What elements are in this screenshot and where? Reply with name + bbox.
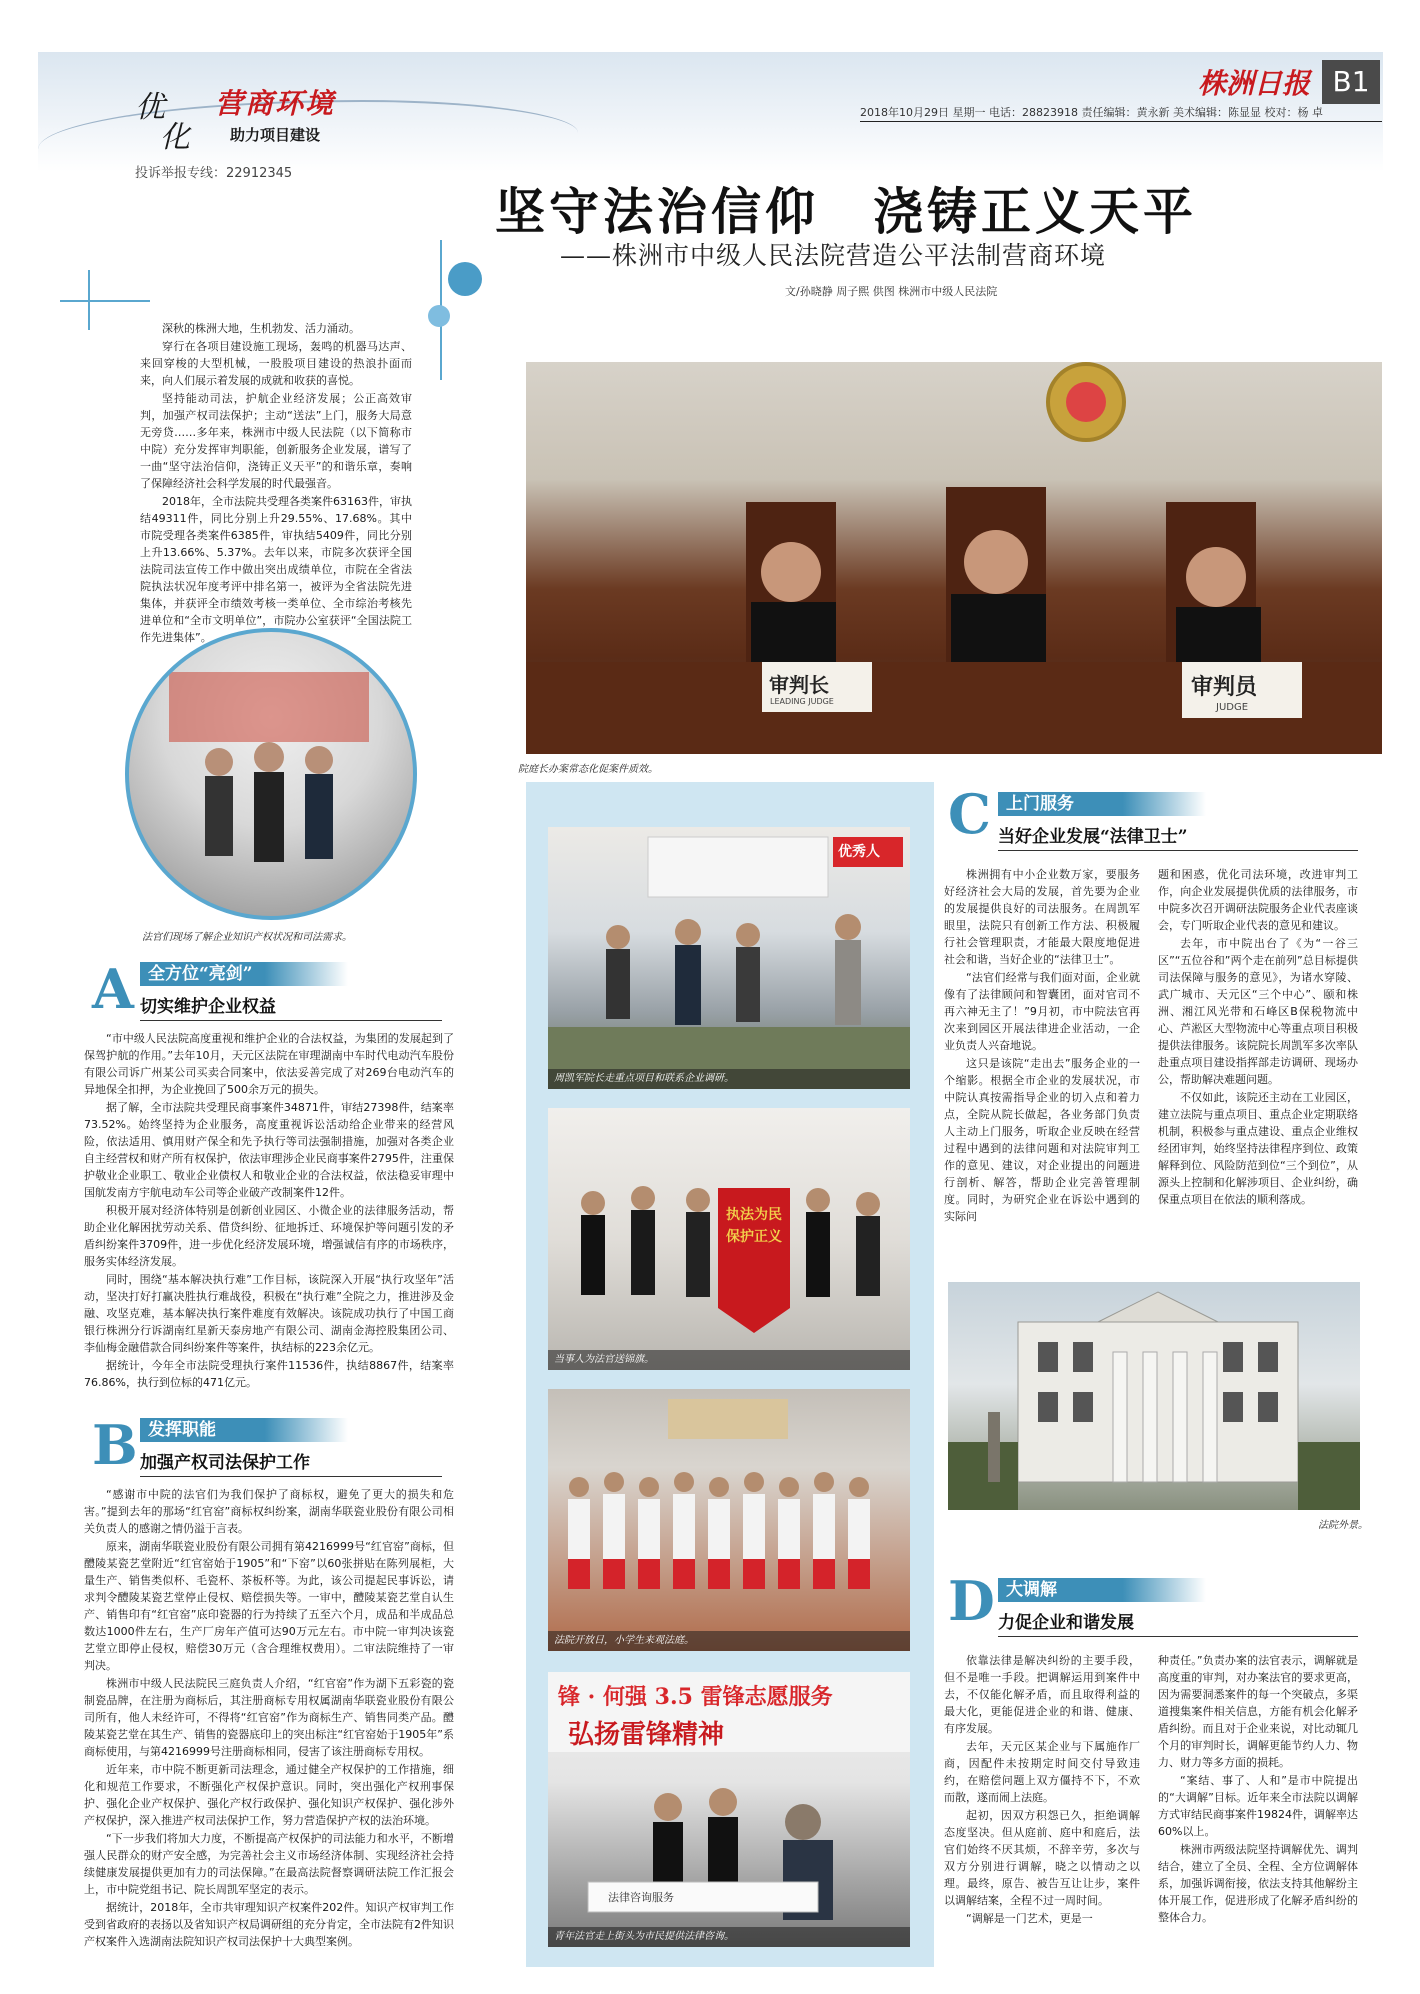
section-d-col1	[944, 1652, 1140, 1928]
column-subtitle: 助力项目建设	[230, 126, 321, 144]
section-d-paragraph: “调解是一门艺术，更是一	[966, 1912, 1093, 1925]
section-b-title: 发挥职能	[140, 1418, 348, 1442]
intro-paragraph: 坚持能动司法，护航企业经济发展；公正高效审判，加强产权司法保护；主动“送法”上门，服务大局意无旁贷……多年来，株洲市中级人民法院（以下简称市中院）充分发挥审判职能，创新服务企业发展，谱写了一曲“坚守法治信仰，浇铸正义天平”的和谐乐章，奏响了保障经济社会科学发展的时代最强音。	[140, 392, 412, 490]
section-d-paragraph: 种责任。”负责办案的法官表示，调解就是高度重的审判，对办案法官的要求更高，因为需要洞悉案件的每一个突破点，多渠道搜集案件相关信息，方能有机会化解矛盾纠纷。而且对于企业来说，对比动辄几个月的审判时长，调解更能节约人力、物力、财力等多方面的损耗。	[1158, 1654, 1358, 1769]
dateline: 2018年10月29日 星期一 电话：28823918 责任编辑：黄永新 美术编辑：陈显显 校对：杨 卓	[860, 106, 1323, 119]
section-b-text	[84, 1486, 454, 1951]
legal-consult-caption: 青年法官走上街头为市民提供法律咨询。	[548, 1927, 910, 1947]
section-d-paragraph: “案结、事了、人和”是市中院提出的“大调解”目标。近年来全市法院以调解方式审结民商事案件19824件，调解率达60%以上。	[1158, 1774, 1358, 1838]
column-main-title: 营商环境	[215, 87, 336, 120]
section-c-letter: C	[948, 782, 991, 846]
dateline-rule	[860, 121, 1382, 122]
section-c-col1	[944, 866, 1140, 1226]
subheadline: ——株洲市中级人民法院营造公平法制营商环境	[560, 241, 1107, 270]
circle-photo	[125, 628, 417, 920]
section-a-letter: A	[92, 957, 134, 1021]
decorative-circle	[448, 262, 482, 296]
section-a-paragraph: 积极开展对经济体特别是创新创业园区、小微企业的法律服务活动，帮助企业化解困扰劳动关系、借贷纠纷、征地拆迁、环境保护等问题引发的矛盾纠纷案件3709件，进一步优化经济发展环境，增强诚信有序的市场秩序，服务实体经济发展。	[84, 1204, 454, 1268]
section-b-paragraph: 原来，湖南华联瓷业股份有限公司拥有第4216999号“红官窑”商标，但醴陵某瓷艺堂附近“红官窑始于1905”和“下窑”以60张拼贴在陈列展柜，大量生产、销售类似杯、毛瓷杯、茶板杯等。为此，该公司提起民事诉讼，请求判令醴陵某瓷艺堂停止侵权、赔偿损失等。一审中，醴陵某瓷艺堂自认生产、销售印有“红官窑”底印瓷器的行为持续了五至六个月，成品和半成品总数达1000件左右，生产厂房年产值可达90万元左右。市中院一审判决该瓷艺堂立即停止侵权，赔偿30万元（含合理维权费用）。二审法院维持了一审判决。	[84, 1540, 454, 1672]
section-b-rule	[140, 1476, 442, 1477]
open-day-caption: 法院开放日，小学生来观法庭。	[548, 1631, 910, 1651]
tent-sign-text: 法律咨询服务	[608, 1891, 674, 1904]
section-d-title: 大调解	[998, 1578, 1206, 1602]
section-c-paragraph: 株洲拥有中小企业数万家，要服务好经济社会大局的发展，首先要为企业的发展提供良好的司法服务。在周凯军眼里，法院只有创新工作方法、积极履行社会管理职责，才能最大限度地促进社会和谐，当好企业的“法律卫士”。	[944, 868, 1140, 966]
section-c-paragraph: “法官们经常与我们面对面，企业就像有了法律顾问和智囊团，面对官司不再六神无主了！”9月初，市中院法官再次来到园区开展法律进企业活动，一企业负责人兴奋地说。	[944, 971, 1140, 1052]
section-c-col2	[1158, 866, 1358, 1209]
sign-presiding-judge: 审判长	[769, 673, 829, 697]
section-c-paragraph: 这只是该院“走出去”服务企业的一个缩影。根据全市企业的发展状况，市中院认真按需指导企业的切入点和着力点，全院从院长做起，各业务部门负责人主动上门服务，听取企业反映在经营过程中遇到的法律问题和对法院审判工作的意见、建议，对企业提出的问题进行剖析、解答，帮助企业完善管理制度。同时，为研究企业在诉讼中遇到的实际问	[944, 1057, 1140, 1223]
sign-judge: 审判员	[1191, 674, 1258, 700]
open-day-illustration	[548, 1389, 910, 1651]
section-d-col2	[1158, 1652, 1358, 1927]
newspaper-logo: 株洲日报	[1198, 67, 1311, 100]
section-b-paragraph: 株洲市中级人民法院民三庭负责人介绍，“红官窑”作为湖下五彩瓷的瓷制瓷品牌，在注册为商标后，其注册商标专用权属湖南华联瓷业股份有限公司所有，他人未经许可，不得将“红官窑”作为商标生产、销售同类产品。醴陵某瓷艺堂在其生产、销售的瓷器底印上的突出标注“红官窑始于1905年”系商标使用，与第4216999号注册商标相同，侵害了该注册商标专用权。	[84, 1677, 454, 1758]
section-b-letter: B	[92, 1413, 138, 1477]
byline: 文/孙晓静 周子熙 供图 株洲市中级人民法院	[785, 285, 998, 298]
section-d-paragraph: 株洲市两级法院坚持调解优先、调判结合，建立了全员、全程、全方位调解体系，加强诉调衔接，依法支持其他解纷主体开展工作，促进形成了化解矛盾纠纷的整体合力。	[1158, 1843, 1358, 1924]
sign-presiding-judge-en: LEADING JUDGE	[770, 697, 834, 706]
section-c-title: 上门服务	[998, 792, 1206, 816]
section-d-subtitle: 力促企业和谐发展	[998, 1613, 1134, 1633]
section-a-paragraph: 据统计，今年全市法院受理执行案件11536件，执结8867件，结案率76.86%，执行到位标的471亿元。	[84, 1359, 454, 1389]
banner-gift-caption: 当事人为法官送锦旗。	[548, 1350, 910, 1370]
section-b-paragraph: 据统计，2018年，全市共审理知识产权案件202件。知识产权审判工作受到省政府的表扬以及省知识产权局调研组的充分肯定，全市法院有2件知识产权案件入选湖南法院知识产权司法保护十大典型案例。	[84, 1901, 454, 1948]
section-c-paragraph: 不仅如此，该院还主动在工业园区，建立法院与重点项目、重点企业定期联络机制，积极参与重点建设、重点企业维权经团审判，始终坚持法律程序到位、政策解释到位、风险防范到位“三个到位”，从源头上控制和化解涉项目、企业纠纷，确保重点项目在依法的顺利落成。	[1158, 1091, 1358, 1206]
section-b-paragraph: “下一步我们将加大力度，不断提高产权保护的司法能力和水平，不断增强人民群众的财产安全感，为完善社会主义市场经济体制、实现经济社会持续健康发展提供更加有力的司法保障。”在最高法院督察调研法院工作汇报会上，市中院党组书记、院长周凯军坚定的表示。	[84, 1832, 454, 1896]
headline: 坚守法治信仰 浇铸正义天平	[495, 182, 1197, 241]
intro-paragraph: 2018年，全市法院共受理各类案件63163件，审执结49311件，同比分别上升29.55%、17.68%。其中市院受理各类案件6385件，审执结5409件，同比分别上升13.66%、5.37%。去年以来，市院多次获评全国法院司法宣传工作中做出突出成绩单位，市院在全省法院执法状况年度考评中排名第一，被评为全省法院先进集体，并获评全市绩效考核一类单位、全市综治考核先进单位和“全市文明单位”，市院办公室获评“全国法院工作先进集体”。	[140, 495, 412, 644]
main-photo-caption: 院庭长办案常态化促案件质效。	[518, 764, 658, 775]
section-c-paragraph: 去年，市中院出台了《为“一谷三区”“五位谷和”两个走在前列”总目标提供司法保障与服务的意见》，为诸水穿陵、武广城市、天元区“三个中心”、颐和株洲、湘江风光带和石峰区B保税物流中心、芦淞区大型物流中心等重点项目积极提供法律服务。该院院长周凯军多次率队赴重点项目建设指挥部走访调研、现场办公，帮助解决难题问题。	[1158, 937, 1358, 1086]
intro-paragraph: 深秋的株洲大地，生机勃发、活力涌动。	[162, 322, 360, 335]
decorative-circle	[428, 305, 450, 327]
photo-open-day	[548, 1389, 910, 1651]
building-photo-caption: 法院外景。	[1318, 1520, 1368, 1531]
section-d-paragraph: 起初，因双方积怨已久，拒绝调解态度坚决。但从庭前、庭中和庭后，法官们始终不厌其烦，不辞辛劳，多次与双方分别进行调解，晓之以情动之以理。最终，原告、被告互让让步，案件以调解结案，全程不过一周时间。	[944, 1809, 1140, 1907]
section-a-rule	[140, 1020, 442, 1021]
section-d-paragraph: 依靠法律是解决纠纷的主要手段，但不是唯一手段。把调解运用到案件中去，不仅能化解矛盾，而且取得利益的最大化，更能促进企业的和谐、健康、有序发展。	[944, 1654, 1140, 1735]
shop-sign-text: 优秀人	[838, 844, 880, 860]
section-a-paragraph: “市中级人民法院高度重视和维护企业的合法权益，为集团的发展起到了保驾护航的作用。”去年10月，天元区法院在审理湖南中车时代电动汽车股份有限公司诉广州某公司买卖合同案中，依法妥善完成了对269台电动汽车的异地保全扣押，为企业挽回了500余万元的损失。	[84, 1032, 454, 1096]
section-c-subtitle: 当好企业发展“法律卫士”	[998, 827, 1188, 847]
photo-enterprise-visit	[548, 827, 910, 1089]
section-a-paragraph: 据了解，全市法院共受理民商事案件34871件，审结27398件，结案率73.52%。始终坚持为企业服务，高度重视诉讼活动给企业带来的经营风险，依法适用、慎用财产保全和先予执行等司法强制措施，加强对各类企业自主经营权和财产所有权保护，依法审理涉企业民商事案件2795件，注重保护敬业企业职工、敬业企业债权人和敬业企业的合法权益，依法稳妥审理中国航发南方宇航电动车公司等企业破产改制案件12件。	[84, 1101, 454, 1199]
photo-court-building	[948, 1282, 1360, 1510]
section-a-paragraph: 同时，围绕“基本解决执行难”工作目标，该院深入开展“执行攻坚年”活动，坚决打好打赢决胜执行难战役，积极在“执行难”全院之力，推进涉及金融、攻坚克难，基本解决执行案件难度有效解决。该院成功执行了中国工商银行株洲分行诉湖南红星新天泰房地产有限公司、湖南金海控股集团公司、李仙梅金融借款合同纠纷案件等案件，执结标的223余亿元。	[84, 1273, 454, 1354]
slogan-text-2: 弘扬雷锋精神	[568, 1720, 725, 1750]
circle-illustration	[129, 632, 413, 916]
enterprise-visit-caption: 周凯军院长走重点项目和联系企业调研。	[548, 1069, 910, 1089]
section-c-rule	[998, 850, 1358, 851]
section-d-rule	[998, 1636, 1358, 1637]
photo-banner-gift	[548, 1108, 910, 1370]
enterprise-visit-illustration	[548, 827, 910, 1089]
decorative-line	[60, 300, 150, 302]
intro-text	[140, 320, 412, 647]
court-building-illustration	[948, 1282, 1360, 1510]
intro-paragraph: 穿行在各项目建设施工现场，轰鸣的机器马达声、来回穿梭的大型机械，一股股项目建设的热浪扑面而来，向人们展示着发展的成就和收获的喜悦。	[140, 340, 412, 387]
slogan-text: 锋 · 何强 3.5 雷锋志愿服务	[558, 1684, 833, 1710]
section-d-letter: D	[948, 1569, 995, 1633]
column-char-1: 优	[135, 90, 165, 125]
section-d-paragraph: 去年，天元区某企业与下属施作厂商，因配件未按期定时间交付导致违约，在赔偿问题上双方僵持不下，不欢而散，遂而闹上法庭。	[944, 1740, 1140, 1804]
section-b-subtitle: 加强产权司法保护工作	[140, 1453, 310, 1473]
column-char-2: 化	[160, 120, 190, 155]
photo-legal-consult	[548, 1672, 910, 1947]
courtroom-photo	[526, 362, 1382, 754]
section-a-subtitle: 切实维护企业权益	[140, 997, 276, 1017]
section-b-paragraph: “感谢市中院的法官们为我们保护了商标权，避免了更大的损失和危害。”提到去年的那场“红官窑”商标权纠纷案，湖南华联瓷业股份有限公司相关负责人的感谢之情仍溢于言表。	[84, 1488, 454, 1535]
section-a-text	[84, 1030, 454, 1392]
section-a-title: 全方位“亮剑”	[140, 962, 348, 986]
complaint-hotline: 投诉举报专线：22912345	[135, 166, 293, 181]
circle-photo-caption: 法官们现场了解企业知识产权状况和司法需求。	[142, 932, 352, 943]
sign-judge-en: JUDGE	[1216, 702, 1249, 713]
banner-text: 执法为民 保护正义	[726, 1207, 782, 1245]
section-c-paragraph: 题和困惑，优化司法环境，改进审判工作，向企业发展提供优质的法律服务，市中院多次召开调研法院服务企业代表座谈会，专门听取企业代表的意见和建议。	[1158, 868, 1358, 932]
section-b-paragraph: 近年来，市中院不断更新司法理念，通过健全产权保护的工作措施，细化和规范工作要求，不断强化产权保护意识。同时，突出强化产权刑事保护、强化企业产权保护、强化产权行政保护、强化知识产权保护、强化涉外产权保护，深入推进产权司法保护工作，努力营造保护产权的法治环境。	[84, 1763, 454, 1827]
page-number: B1	[1322, 60, 1380, 104]
